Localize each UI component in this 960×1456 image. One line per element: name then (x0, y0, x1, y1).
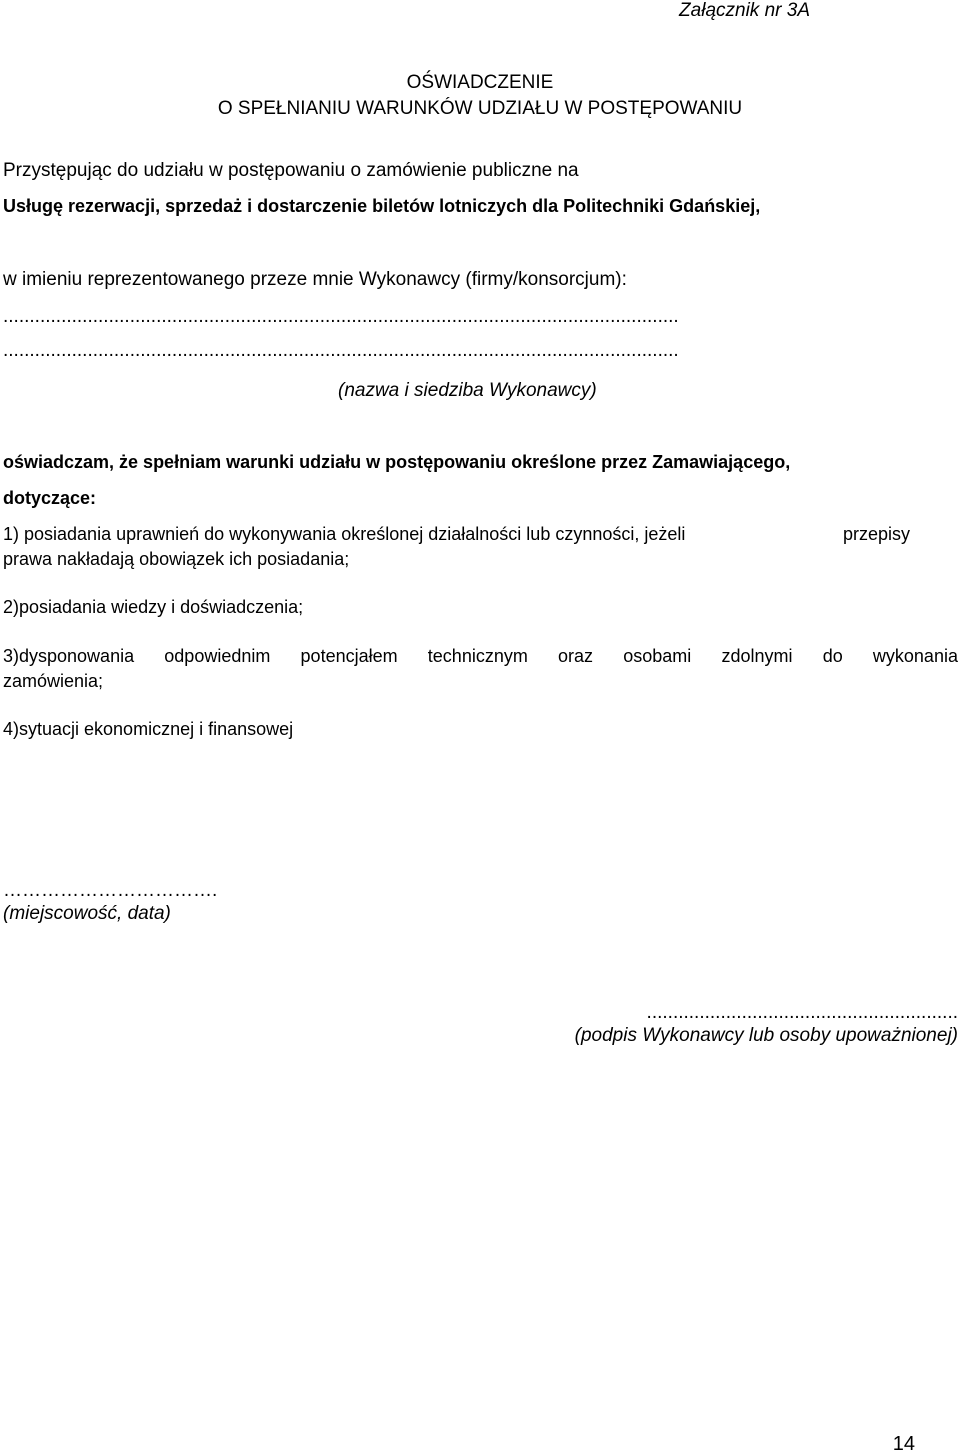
item-3-word: technicznym (427, 646, 528, 666)
intro-line-2: Usługę rezerwacji, sprzedaż i dostarczenie biletów lotniczych dla Politechniki Gdańskiej, (3, 196, 761, 216)
declaration-line-2: dotyczące: (3, 488, 97, 508)
item-3-word: wykonania (872, 646, 958, 666)
signature-dots: ........................................................... (646, 1002, 958, 1023)
on-behalf-text: w imieniu reprezentowanego przeze mnie Wykonawcy (firmy/konsorcjum): (3, 269, 627, 290)
annex-label: Załącznik nr 3A (679, 0, 810, 21)
contractor-caption: (nazwa i siedziba Wykonawcy) (338, 380, 597, 401)
title-line-2: O SPEŁNIANIU WARUNKÓW UDZIAŁU W POSTĘPOWANIU (217, 98, 743, 119)
item-1-line-1-end: przepisy (843, 524, 911, 544)
item-4: 4)sytuacji ekonomicznej i finansowej (3, 719, 294, 739)
place-date-dots: ……………………………. (3, 880, 218, 901)
item-3-word: zdolnymi (721, 646, 793, 666)
item-2: 2)posiadania wiedzy i doświadczenia; (3, 597, 304, 617)
item-3-word: osobami (623, 646, 692, 666)
contractor-dots-line-1: ................................................................................................................................ (3, 306, 679, 327)
item-3-word: 3)dysponowania (3, 646, 135, 666)
contractor-dots-line-2: ................................................................................................................................ (3, 340, 679, 361)
item-3-word: odpowiednim (164, 646, 271, 666)
item-3-word: potencjałem (300, 646, 398, 666)
place-date-caption: (miejscowość, data) (3, 903, 171, 924)
item-3-line-2: zamówienia; (3, 671, 104, 691)
declaration-line-1: oświadczam, że spełniam warunki udziału w postępowaniu określone przez Zamawiającego, (3, 452, 791, 472)
item-1-line-1: 1) posiadania uprawnień do wykonywania określonej działalności lub czynności, jeżeli (3, 524, 686, 544)
title-line-1: OŚWIADCZENIE (406, 72, 554, 93)
signature-caption: (podpis Wykonawcy lub osoby upoważnionej) (574, 1025, 958, 1046)
item-3-word: oraz (558, 646, 594, 666)
page-number: 14 (892, 1433, 915, 1455)
item-1-line-2: prawa nakładają obowiązek ich posiadania; (3, 549, 350, 569)
item-3-line-1 (3, 646, 958, 668)
intro-line-1: Przystępując do udziału w postępowaniu o zamówienie publiczne na (3, 160, 579, 181)
item-3-word: do (822, 646, 843, 666)
